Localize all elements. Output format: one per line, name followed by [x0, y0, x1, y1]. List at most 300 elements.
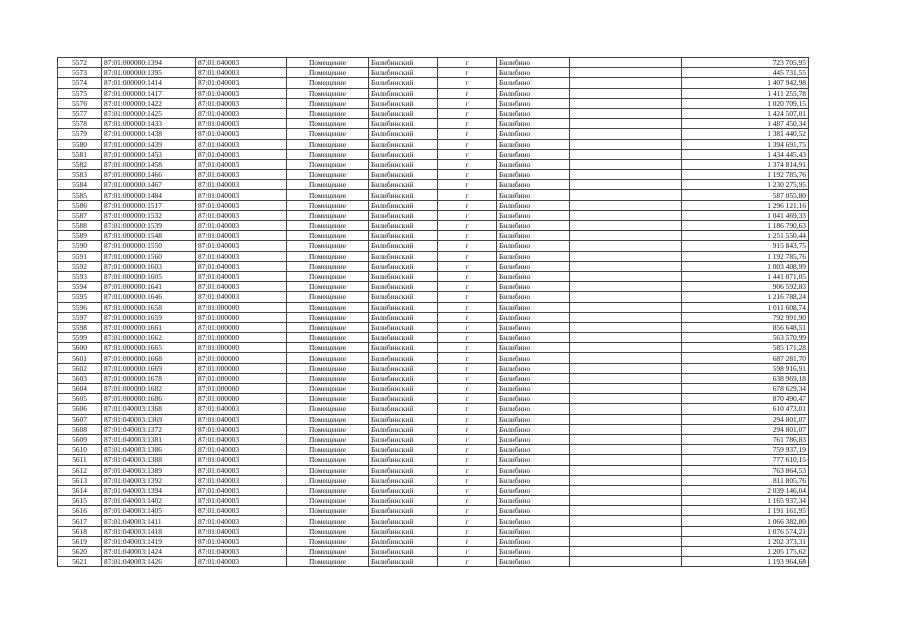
- cadastral-number: 87:01:000000:1682: [102, 384, 196, 394]
- cadastral-value: 1 251 550,44: [682, 231, 809, 241]
- cadastral-value: 777 610,15: [682, 455, 809, 465]
- cadastral-quarter: 87:01:040003: [196, 180, 287, 190]
- cadastral-value: 587 055,80: [682, 190, 809, 200]
- locality-type: г: [438, 241, 497, 251]
- cadastral-number: 87:01:000000:1548: [102, 231, 196, 241]
- cadastral-value: 856 648,51: [682, 322, 809, 332]
- address-extra: [570, 496, 682, 506]
- locality-type: г: [438, 394, 497, 404]
- locality-type: г: [438, 322, 497, 332]
- address-extra: [570, 333, 682, 343]
- row-number: 5593: [58, 271, 102, 281]
- cadastral-number: 87:01:040003:1405: [102, 506, 196, 516]
- locality-name: Билибино: [497, 149, 570, 159]
- district-name: Билибинский: [369, 292, 438, 302]
- row-number: 5588: [58, 221, 102, 231]
- row-number: 5611: [58, 455, 102, 465]
- address-extra: [570, 526, 682, 536]
- table-row: [58, 434, 809, 444]
- object-type: Помещение: [287, 424, 369, 434]
- cadastral-value: 687 281,70: [682, 353, 809, 363]
- address-extra: [570, 159, 682, 169]
- cadastral-number: 87:01:000000:1425: [102, 108, 196, 118]
- cadastral-number: 87:01:000000:1484: [102, 190, 196, 200]
- cadastral-number: 87:01:000000:1467: [102, 180, 196, 190]
- district-name: Билибинский: [369, 424, 438, 434]
- cadastral-value: 1 202 373,31: [682, 536, 809, 546]
- address-extra: [570, 129, 682, 139]
- cadastral-quarter: 87:01:040003: [196, 271, 287, 281]
- cadastral-number: 87:01:000000:1669: [102, 363, 196, 373]
- table-row: [58, 445, 809, 455]
- row-number: 5616: [58, 506, 102, 516]
- locality-name: Билибино: [497, 58, 570, 68]
- object-type: Помещение: [287, 384, 369, 394]
- cadastral-number: 87:01:000000:1539: [102, 221, 196, 231]
- locality-name: Билибино: [497, 536, 570, 546]
- district-name: Билибинский: [369, 557, 438, 567]
- cadastral-number: 87:01:040003:1381: [102, 434, 196, 444]
- cadastral-value: 445 731,55: [682, 68, 809, 78]
- locality-name: Билибино: [497, 333, 570, 343]
- cadastral-number: 87:01:040003:1369: [102, 414, 196, 424]
- district-name: Билибинский: [369, 353, 438, 363]
- object-type: Помещение: [287, 282, 369, 292]
- row-number: 5579: [58, 129, 102, 139]
- cadastral-value: 2 039 146,04: [682, 485, 809, 495]
- address-extra: [570, 261, 682, 271]
- object-type: Помещение: [287, 58, 369, 68]
- table-row: [58, 58, 809, 68]
- address-extra: [570, 190, 682, 200]
- locality-name: Билибино: [497, 139, 570, 149]
- table-row: [58, 404, 809, 414]
- locality-name: Билибино: [497, 292, 570, 302]
- table-row: [58, 322, 809, 332]
- row-number: 5582: [58, 159, 102, 169]
- cadastral-number: 87:01:000000:1665: [102, 343, 196, 353]
- cadastral-quarter: 87:01:040003: [196, 98, 287, 108]
- cadastral-number: 87:01:040003:1419: [102, 536, 196, 546]
- locality-name: Билибино: [497, 108, 570, 118]
- cadastral-value: 1 434 445,43: [682, 149, 809, 159]
- object-type: Помещение: [287, 119, 369, 129]
- district-name: Билибинский: [369, 180, 438, 190]
- cadastral-number: 87:01:040003:1389: [102, 465, 196, 475]
- row-number: 5578: [58, 119, 102, 129]
- locality-type: г: [438, 78, 497, 88]
- locality-name: Билибино: [497, 475, 570, 485]
- locality-name: Билибино: [497, 384, 570, 394]
- locality-name: Билибино: [497, 424, 570, 434]
- district-name: Билибинский: [369, 455, 438, 465]
- row-number: 5575: [58, 88, 102, 98]
- cadastral-number: 87:01:000000:1395: [102, 68, 196, 78]
- locality-type: г: [438, 496, 497, 506]
- cadastral-quarter: 87:01:000000: [196, 384, 287, 394]
- cadastral-value: 1 205 175,62: [682, 547, 809, 557]
- cadastral-number: 87:01:040003:1402: [102, 496, 196, 506]
- object-type: Помещение: [287, 180, 369, 190]
- cadastral-value: 761 786,83: [682, 434, 809, 444]
- row-number: 5583: [58, 170, 102, 180]
- row-number: 5597: [58, 312, 102, 322]
- address-extra: [570, 58, 682, 68]
- cadastral-number: 87:01:040003:1372: [102, 424, 196, 434]
- row-number: 5600: [58, 343, 102, 353]
- locality-name: Билибино: [497, 526, 570, 536]
- locality-type: г: [438, 119, 497, 129]
- locality-name: Билибино: [497, 68, 570, 78]
- district-name: Билибинский: [369, 251, 438, 261]
- locality-type: г: [438, 557, 497, 567]
- table-row: [58, 414, 809, 424]
- table-row: [58, 465, 809, 475]
- row-number: 5587: [58, 210, 102, 220]
- address-extra: [570, 536, 682, 546]
- cadastral-number: 87:01:040003:1386: [102, 445, 196, 455]
- district-name: Билибинский: [369, 526, 438, 536]
- address-extra: [570, 424, 682, 434]
- cadastral-number: 87:01:040003:1394: [102, 485, 196, 495]
- object-type: Помещение: [287, 312, 369, 322]
- district-name: Билибинский: [369, 404, 438, 414]
- table-row: [58, 221, 809, 231]
- cadastral-value: 1 381 440,52: [682, 129, 809, 139]
- locality-type: г: [438, 149, 497, 159]
- district-name: Билибинский: [369, 445, 438, 455]
- locality-type: г: [438, 58, 497, 68]
- locality-name: Билибино: [497, 496, 570, 506]
- locality-name: Билибино: [497, 363, 570, 373]
- district-name: Билибинский: [369, 536, 438, 546]
- address-extra: [570, 282, 682, 292]
- cadastral-number: 87:01:000000:1560: [102, 251, 196, 261]
- address-extra: [570, 170, 682, 180]
- table-row: [58, 547, 809, 557]
- locality-name: Билибино: [497, 88, 570, 98]
- row-number: 5601: [58, 353, 102, 363]
- cadastral-value: 1 230 275,95: [682, 180, 809, 190]
- address-extra: [570, 139, 682, 149]
- locality-name: Билибино: [497, 557, 570, 567]
- district-name: Билибинский: [369, 261, 438, 271]
- object-type: Помещение: [287, 241, 369, 251]
- locality-type: г: [438, 516, 497, 526]
- locality-type: г: [438, 475, 497, 485]
- table-row: [58, 343, 809, 353]
- locality-name: Билибино: [497, 129, 570, 139]
- cadastral-value: 638 969,18: [682, 373, 809, 383]
- table-row: [58, 129, 809, 139]
- table-row: [58, 496, 809, 506]
- object-type: Помещение: [287, 536, 369, 546]
- district-name: Билибинский: [369, 149, 438, 159]
- object-type: Помещение: [287, 526, 369, 536]
- district-name: Билибинский: [369, 333, 438, 343]
- row-number: 5576: [58, 98, 102, 108]
- cadastral-quarter: 87:01:040003: [196, 404, 287, 414]
- address-extra: [570, 485, 682, 495]
- object-type: Помещение: [287, 149, 369, 159]
- cadastral-value: 1 296 121,16: [682, 200, 809, 210]
- address-extra: [570, 322, 682, 332]
- cadastral-value: 1 411 255,78: [682, 88, 809, 98]
- table-row: [58, 475, 809, 485]
- address-extra: [570, 231, 682, 241]
- locality-type: г: [438, 547, 497, 557]
- locality-name: Билибино: [497, 506, 570, 516]
- locality-type: г: [438, 129, 497, 139]
- cadastral-quarter: 87:01:040003: [196, 139, 287, 149]
- cadastral-value: 1 011 608,74: [682, 302, 809, 312]
- district-name: Билибинский: [369, 282, 438, 292]
- row-number: 5599: [58, 333, 102, 343]
- cadastral-value: 1 003 408,99: [682, 261, 809, 271]
- cadastral-quarter: 87:01:000000: [196, 322, 287, 332]
- cadastral-number: 87:01:000000:1438: [102, 129, 196, 139]
- address-extra: [570, 414, 682, 424]
- locality-name: Билибино: [497, 404, 570, 414]
- locality-name: Билибино: [497, 159, 570, 169]
- district-name: Билибинский: [369, 129, 438, 139]
- address-extra: [570, 180, 682, 190]
- cadastral-number: 87:01:000000:1417: [102, 88, 196, 98]
- cadastral-quarter: 87:01:040003: [196, 68, 287, 78]
- object-type: Помещение: [287, 108, 369, 118]
- cadastral-value: 1 487 450,34: [682, 119, 809, 129]
- locality-name: Билибино: [497, 200, 570, 210]
- cadastral-number: 87:01:000000:1466: [102, 170, 196, 180]
- address-extra: [570, 475, 682, 485]
- row-number: 5615: [58, 496, 102, 506]
- cadastral-quarter: 87:01:000000: [196, 302, 287, 312]
- cadastral-value: 915 843,75: [682, 241, 809, 251]
- table-row: [58, 506, 809, 516]
- table-row: [58, 526, 809, 536]
- locality-type: г: [438, 373, 497, 383]
- locality-type: г: [438, 271, 497, 281]
- district-name: Билибинский: [369, 434, 438, 444]
- district-name: Билибинский: [369, 139, 438, 149]
- table-row: [58, 384, 809, 394]
- cadastral-number: 87:01:000000:1668: [102, 353, 196, 363]
- locality-name: Билибино: [497, 241, 570, 251]
- object-type: Помещение: [287, 333, 369, 343]
- table-row: [58, 190, 809, 200]
- cadastral-quarter: 87:01:000000: [196, 312, 287, 322]
- address-extra: [570, 119, 682, 129]
- district-name: Билибинский: [369, 322, 438, 332]
- address-extra: [570, 149, 682, 159]
- object-type: Помещение: [287, 496, 369, 506]
- address-extra: [570, 547, 682, 557]
- cadastral-quarter: 87:01:000000: [196, 373, 287, 383]
- table-row: [58, 180, 809, 190]
- locality-type: г: [438, 180, 497, 190]
- locality-type: г: [438, 68, 497, 78]
- cadastral-number: 87:01:000000:1661: [102, 322, 196, 332]
- table-row: [58, 210, 809, 220]
- object-type: Помещение: [287, 557, 369, 567]
- district-name: Билибинский: [369, 98, 438, 108]
- table-row: [58, 312, 809, 322]
- row-number: 5619: [58, 536, 102, 546]
- address-extra: [570, 394, 682, 404]
- cadastral-quarter: 87:01:040003: [196, 282, 287, 292]
- cadastral-number: 87:01:000000:1453: [102, 149, 196, 159]
- district-name: Билибинский: [369, 58, 438, 68]
- cadastral-value: 870 490,47: [682, 394, 809, 404]
- district-name: Билибинский: [369, 465, 438, 475]
- locality-type: г: [438, 251, 497, 261]
- cadastral-number: 87:01:000000:1433: [102, 119, 196, 129]
- cadastral-number: 87:01:000000:1550: [102, 241, 196, 251]
- row-number: 5586: [58, 200, 102, 210]
- cadastral-number: 87:01:000000:1658: [102, 302, 196, 312]
- cadastral-quarter: 87:01:000000: [196, 394, 287, 404]
- object-type: Помещение: [287, 98, 369, 108]
- locality-type: г: [438, 221, 497, 231]
- locality-type: г: [438, 190, 497, 200]
- cadastral-number: 87:01:000000:1439: [102, 139, 196, 149]
- district-name: Билибинский: [369, 271, 438, 281]
- cadastral-quarter: 87:01:040003: [196, 506, 287, 516]
- object-type: Помещение: [287, 221, 369, 231]
- row-number: 5618: [58, 526, 102, 536]
- row-number: 5577: [58, 108, 102, 118]
- locality-name: Билибино: [497, 445, 570, 455]
- locality-type: г: [438, 414, 497, 424]
- address-extra: [570, 506, 682, 516]
- table-row: [58, 424, 809, 434]
- cadastral-value: 598 916,91: [682, 363, 809, 373]
- cadastral-number: 87:01:000000:1414: [102, 78, 196, 88]
- cadastral-value: 1 192 785,76: [682, 170, 809, 180]
- cadastral-number: 87:01:000000:1605: [102, 271, 196, 281]
- locality-name: Билибино: [497, 434, 570, 444]
- cadastral-quarter: 87:01:040003: [196, 536, 287, 546]
- table-row: [58, 282, 809, 292]
- district-name: Билибинский: [369, 170, 438, 180]
- row-number: 5598: [58, 322, 102, 332]
- object-type: Помещение: [287, 129, 369, 139]
- cadastral-quarter: 87:01:040003: [196, 58, 287, 68]
- locality-type: г: [438, 363, 497, 373]
- cadastral-quarter: 87:01:040003: [196, 516, 287, 526]
- table-row: [58, 557, 809, 567]
- locality-type: г: [438, 231, 497, 241]
- cadastral-number: 87:01:000000:1646: [102, 292, 196, 302]
- cadastral-number: 87:01:040003:1368: [102, 404, 196, 414]
- cadastral-number: 87:01:000000:1458: [102, 159, 196, 169]
- locality-name: Билибино: [497, 119, 570, 129]
- locality-name: Билибино: [497, 282, 570, 292]
- table-row: [58, 139, 809, 149]
- address-extra: [570, 516, 682, 526]
- cadastral-number: 87:01:040003:1392: [102, 475, 196, 485]
- locality-type: г: [438, 302, 497, 312]
- cadastral-value: 723 705,95: [682, 58, 809, 68]
- row-number: 5604: [58, 384, 102, 394]
- cadastral-number: 87:01:040003:1424: [102, 547, 196, 557]
- row-number: 5603: [58, 373, 102, 383]
- row-number: 5608: [58, 424, 102, 434]
- cadastral-value: 294 801,07: [682, 414, 809, 424]
- row-number: 5573: [58, 68, 102, 78]
- cadastral-quarter: 87:01:040003: [196, 231, 287, 241]
- cadastral-number: 87:01:000000:1641: [102, 282, 196, 292]
- locality-type: г: [438, 292, 497, 302]
- locality-type: г: [438, 200, 497, 210]
- row-number: 5606: [58, 404, 102, 414]
- cadastral-quarter: 87:01:040003: [196, 292, 287, 302]
- table-row: [58, 333, 809, 343]
- object-type: Помещение: [287, 271, 369, 281]
- district-name: Билибинский: [369, 88, 438, 98]
- cadastral-value: 1 020 709,15: [682, 98, 809, 108]
- locality-type: г: [438, 312, 497, 322]
- locality-type: г: [438, 526, 497, 536]
- row-number: 5612: [58, 465, 102, 475]
- cadastral-value: 678 629,34: [682, 384, 809, 394]
- district-name: Билибинский: [369, 384, 438, 394]
- locality-type: г: [438, 343, 497, 353]
- table-row: [58, 159, 809, 169]
- address-extra: [570, 200, 682, 210]
- district-name: Билибинский: [369, 496, 438, 506]
- district-name: Билибинский: [369, 231, 438, 241]
- locality-type: г: [438, 424, 497, 434]
- locality-name: Билибино: [497, 485, 570, 495]
- cadastral-value: 763 864,53: [682, 465, 809, 475]
- locality-type: г: [438, 506, 497, 516]
- cadastral-value: 1 191 161,95: [682, 506, 809, 516]
- object-type: Помещение: [287, 159, 369, 169]
- cadastral-value: 1 424 507,01: [682, 108, 809, 118]
- locality-name: Билибино: [497, 312, 570, 322]
- locality-type: г: [438, 88, 497, 98]
- locality-name: Билибино: [497, 251, 570, 261]
- row-number: 5609: [58, 434, 102, 444]
- row-number: 5610: [58, 445, 102, 455]
- table-row: [58, 231, 809, 241]
- district-name: Билибинский: [369, 159, 438, 169]
- locality-type: г: [438, 108, 497, 118]
- district-name: Билибинский: [369, 302, 438, 312]
- locality-type: г: [438, 261, 497, 271]
- object-type: Помещение: [287, 414, 369, 424]
- cadastral-quarter: 87:01:000000: [196, 363, 287, 373]
- object-type: Помещение: [287, 394, 369, 404]
- locality-type: г: [438, 170, 497, 180]
- locality-name: Билибино: [497, 261, 570, 271]
- table-row: [58, 292, 809, 302]
- cadastral-value: 1 216 788,24: [682, 292, 809, 302]
- cadastral-quarter: 87:01:040003: [196, 241, 287, 251]
- locality-type: г: [438, 159, 497, 169]
- row-number: 5614: [58, 485, 102, 495]
- cadastral-number: 87:01:000000:1603: [102, 261, 196, 271]
- cadastral-number: 87:01:040003:1426: [102, 557, 196, 567]
- table-row: [58, 88, 809, 98]
- address-extra: [570, 353, 682, 363]
- locality-name: Билибино: [497, 516, 570, 526]
- locality-name: Билибино: [497, 78, 570, 88]
- locality-type: г: [438, 445, 497, 455]
- cadastral-value: 1 076 574,21: [682, 526, 809, 536]
- locality-type: г: [438, 434, 497, 444]
